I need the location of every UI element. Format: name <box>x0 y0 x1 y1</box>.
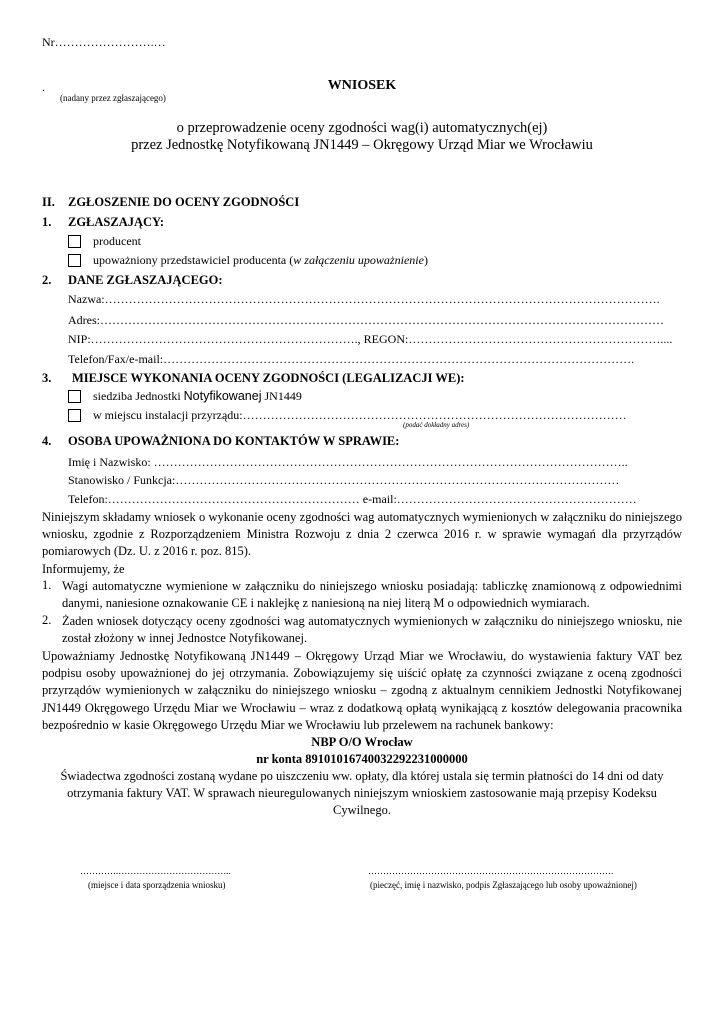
authorization-paragraph: Upoważniamy Jednostkę Notyfikowaną JN1449 – Okręgowy Urząd Miar we Wrocławiu, do wystawienia faktury VAT bez podpisu osoby upoważnionej do jej otrzymania. Zobowiązujemy się uiścić opłatę za czynności związane z oceną zgodności przyrządów wymienionych w załączniku do niniejszego wniosku – zgodną z aktualnym cennikiem Jednostki Notyfikowanej JN1449 Okręgowego Urzędu Miar we Wrocławiu – wraz z dodatkową opłatą wynikającą z kosztów delegowania pracownika bezpośrednio w kasie Okręgowego Urzędu Miar we Wrocławiu lub przelewem na rachunek bankowy: <box>42 649 682 732</box>
list-item-1-number: 1. <box>42 578 52 592</box>
name-field[interactable]: Nazwa:…………………………………………………………………………………………………………………………. <box>68 292 660 306</box>
section-1-title: ZGŁASZAJĄCY: <box>68 215 165 229</box>
notified-body-seat-checkbox[interactable] <box>68 390 81 403</box>
address-field[interactable]: Adres:…………………………………………………………………………………………………………………………… <box>68 313 664 327</box>
list-item-1: Wagi automatyczne wymienione w załączniku do niniejszego wniosku posiadają: tabliczkę znamionową z odpowiednimi danymi, naniesione oznakowanie CE i naklejkę z naniesioną na niej literą M o odpowiednich wymiarach. <box>62 579 682 611</box>
producer-label: producent <box>93 234 141 248</box>
declaration-paragraph: Niniejszym składamy wniosek o wykonanie oceny zgodności wag automatycznych wymienionych w załączniku do niniejszego wniosku, zgodnie z Rozporządzeniem Ministra Rozwoju z dnia 2 czerwca 2016 r. w sprawie wymagań dla przyrządów pomiarowych (Dz. U. z 2016 r. poz. 815). <box>42 510 682 559</box>
inform-paragraph: Informujemy, że <box>42 562 125 576</box>
section-4-number: 4. <box>42 434 52 448</box>
section-2-title: DANE ZGŁASZAJĄCEGO: <box>68 273 223 287</box>
list-item-2: Żaden wniosek dotyczący oceny zgodności wag automatycznych wymienionych w załączniku do niniejszego wniosku, nie został złożony w innej Jednostce Notyfikowanej. <box>62 614 682 646</box>
bank-name: NBP O/O Wrocław <box>311 735 413 749</box>
address-note: (podać dokładny adres) <box>403 421 470 429</box>
left-signature-dots: ………….……………………………….. <box>80 866 231 876</box>
notified-body-seat-label: siedziba Jednostki Notyfikowanej JN1449 <box>93 389 302 403</box>
number-field: Nr…………………….… <box>42 35 166 49</box>
nip-regon-field[interactable]: NIP:…………………………………………………………., REGON:……………………………………………………….... <box>68 332 673 346</box>
representative-checkbox[interactable] <box>68 254 81 267</box>
representative-label: upoważniony przedstawiciel producenta (w załączeniu upoważnienie) <box>93 253 428 267</box>
phone-email-field[interactable]: Telefon:……………………………………………………… e-mail:…………………………………………………… <box>68 492 637 506</box>
dot-mark: . <box>42 80 45 94</box>
section-ii-number: II. <box>42 195 55 209</box>
left-signature-label: (miejsce i data sporządzenia wniosku) <box>88 880 226 890</box>
position-field[interactable]: Stanowisko / Funkcja:………………………………………………………………………………………………… <box>68 473 620 487</box>
document-title: WNIOSEK <box>327 78 397 93</box>
section-3-number: 3. <box>42 371 52 385</box>
section-2-number: 2. <box>42 273 52 287</box>
section-ii-title: ZGŁOSZENIE DO OCENY ZGODNOŚCI <box>68 195 300 209</box>
contact-field[interactable]: Telefon/Fax/e-mail:………………………………………………………………………………………………………. <box>68 352 635 366</box>
installation-site-checkbox[interactable] <box>68 409 81 422</box>
subtitle-line-2: przez Jednostkę Notyfikowaną JN1449 – Okręgowy Urząd Miar we Wrocławiu <box>131 137 593 153</box>
producer-checkbox[interactable] <box>68 235 81 248</box>
certificates-paragraph: Świadectwa zgodności zostaną wydane po uiszczeniu ww. opłaty, dla której ustala się termin płatności do 14 dni od daty otrzymania faktury VAT. W sprawach nieuregulowanych niniejszym wnioskiem zastosowanie mają przepisy Kodeksu Cywilnego. <box>60 769 664 818</box>
section-4-title: OSOBA UPOWAŻNIONA DO KONTAKTÓW W SPRAWIE: <box>68 434 400 448</box>
subtitle-line-1: o przeprowadzenie oceny zgodności wag(i) automatycznych(ej) <box>176 120 548 136</box>
account-number: nr konta 89101016740032292231000000 <box>256 752 468 766</box>
section-3-title: MIEJSCE WYKONANIA OCENY ZGODNOŚCI (LEGALIZACJI WE): <box>72 371 465 385</box>
number-note: (nadany przez zgłaszającego) <box>60 93 166 103</box>
right-signature-label: (pieczęć, imię i nazwisko, podpis Zgłaszającego lub osoby upoważnionej) <box>370 880 637 890</box>
section-1-number: 1. <box>42 215 52 229</box>
person-name-field[interactable]: Imię i Nazwisko: ……………………………………………………………………………………………………….. <box>68 455 628 469</box>
installation-site-field[interactable]: w miejscu instalacji przyrządu:…………………………………………………………………………………… <box>93 408 627 422</box>
right-signature-dots: ………………………………………………………………………. <box>368 866 614 876</box>
list-item-2-number: 2. <box>42 613 52 627</box>
